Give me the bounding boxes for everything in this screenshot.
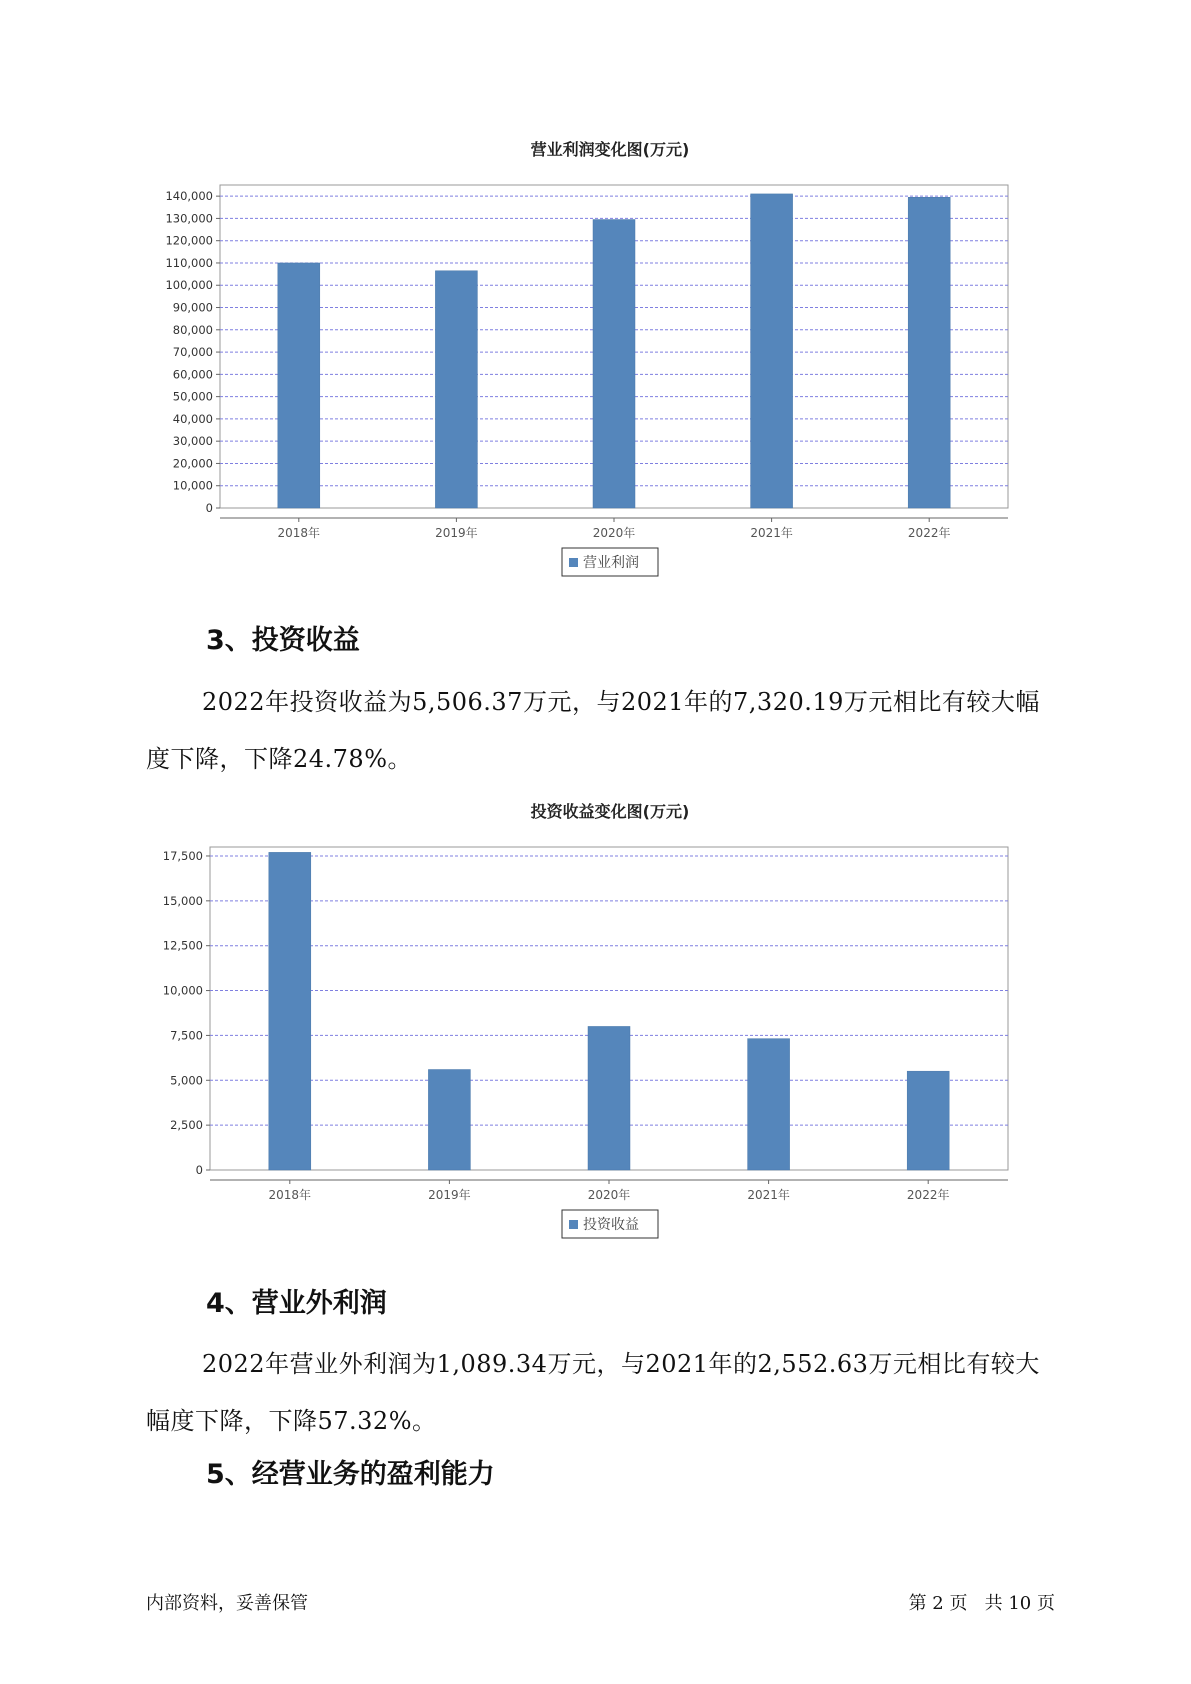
bar xyxy=(428,1070,470,1170)
y-tick-label: 17,500 xyxy=(162,848,203,863)
x-tick-label: 2021年 xyxy=(747,1188,790,1202)
section-heading-investment-income: 3、投资收益 xyxy=(206,625,360,656)
operating-profit-chart xyxy=(165,135,1030,595)
y-tick-label: 10,000 xyxy=(172,478,213,493)
y-tick-label: 90,000 xyxy=(172,300,213,315)
y-tick-label: 80,000 xyxy=(172,322,213,337)
investment-income-chart xyxy=(162,797,1030,1257)
y-tick-label: 40,000 xyxy=(172,411,213,426)
bar xyxy=(748,1039,790,1170)
section-heading-non-operating-profit: 4、营业外利润 xyxy=(206,1288,387,1319)
bar xyxy=(269,852,311,1170)
y-tick-label: 15,000 xyxy=(162,893,203,908)
x-tick-label: 2018年 xyxy=(268,1188,312,1202)
y-tick-label: 60,000 xyxy=(172,367,213,382)
x-tick-label: 2022年 xyxy=(906,1188,950,1202)
bar xyxy=(588,1026,630,1170)
bar xyxy=(908,197,950,508)
x-tick-label: 2020年 xyxy=(592,526,636,540)
legend xyxy=(562,1210,658,1238)
y-tick-label: 2,500 xyxy=(170,1118,203,1133)
y-tick-label: 100,000 xyxy=(165,278,213,293)
investment-income-paragraph: 2022年投资收益为5,506.37万元，与2021年的7,320.19万元相比有较大幅度下降，下降24.78%。 xyxy=(146,688,1040,773)
y-tick-label: 7,500 xyxy=(170,1028,203,1043)
y-tick-label: 130,000 xyxy=(165,211,213,226)
legend xyxy=(562,548,658,576)
legend-swatch xyxy=(569,558,578,567)
bar xyxy=(278,263,320,508)
chart-title: 营业利润变化图(万元) xyxy=(530,140,690,159)
x-tick-label: 2019年 xyxy=(435,526,478,540)
y-tick-label: 12,500 xyxy=(162,938,203,953)
y-tick-label: 120,000 xyxy=(165,233,213,248)
x-tick-label: 2019年 xyxy=(428,1188,471,1202)
y-tick-label: 0 xyxy=(205,501,213,515)
footer-page-number: 第 2 页 共 10 页 xyxy=(908,1593,1055,1614)
x-tick-label: 2018年 xyxy=(277,526,321,540)
y-tick-label: 50,000 xyxy=(172,389,213,404)
non-operating-profit-paragraph: 2022年营业外利润为1,089.34万元，与2021年的2,552.63万元相比有较大幅度下降，下降57.32%。 xyxy=(146,1350,1040,1435)
y-tick-label: 5,000 xyxy=(170,1073,203,1088)
bar xyxy=(751,194,793,508)
bar xyxy=(435,271,477,508)
y-tick-label: 10,000 xyxy=(162,983,203,998)
x-tick-label: 2022年 xyxy=(907,526,951,540)
operating-profit-chart-svg xyxy=(165,135,1030,595)
y-tick-label: 70,000 xyxy=(172,345,213,360)
bar xyxy=(907,1071,949,1170)
investment-income-chart-svg xyxy=(162,797,1030,1257)
y-tick-label: 20,000 xyxy=(172,456,213,471)
y-tick-label: 0 xyxy=(195,1163,203,1177)
legend-swatch xyxy=(569,1220,578,1229)
legend-label: 营业利润 xyxy=(583,555,639,571)
bar xyxy=(593,220,635,508)
footer-confidential-note: 内部资料，妥善保管 xyxy=(146,1593,308,1614)
x-tick-label: 2020年 xyxy=(587,1188,631,1202)
section-heading-profitability: 5、经营业务的盈利能力 xyxy=(206,1459,495,1490)
y-tick-label: 30,000 xyxy=(172,434,213,449)
legend-label: 投资收益 xyxy=(583,1217,639,1233)
x-tick-label: 2021年 xyxy=(750,526,793,540)
y-tick-label: 110,000 xyxy=(165,255,213,270)
y-tick-label: 140,000 xyxy=(165,189,213,204)
chart-title: 投资收益变化图(万元) xyxy=(530,802,690,821)
